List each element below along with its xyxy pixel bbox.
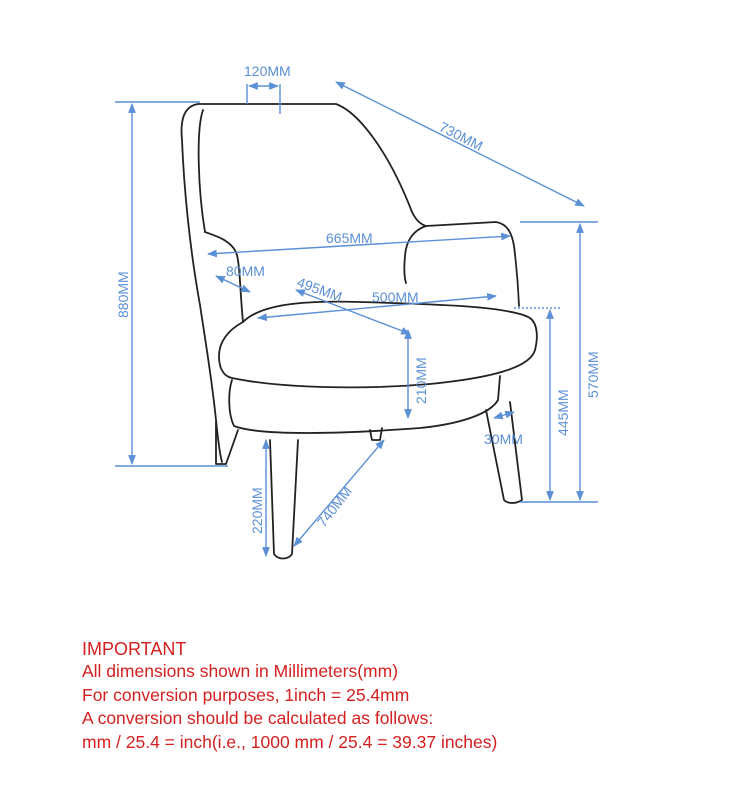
dimension-lines <box>115 82 598 556</box>
important-notice <box>82 638 722 754</box>
label-overall-depth: 730MM <box>436 118 486 154</box>
back-right-leg <box>486 402 522 503</box>
right-armrest <box>404 222 519 306</box>
chair-outline <box>182 104 537 559</box>
notice-line-conversion-factor: For conversion purposes, 1inch = 25.4mm <box>82 684 410 705</box>
notice-heading: IMPORTANT <box>82 639 187 659</box>
backrest-inner-edge <box>199 110 205 232</box>
label-seat-depth: 495MM <box>294 273 345 305</box>
label-seat-width: 500MM <box>372 289 419 305</box>
label-leg-height: 220MM <box>249 487 265 534</box>
label-arm-width: 80MM <box>226 263 265 279</box>
label-overall-height: 880MM <box>115 271 131 318</box>
label-overall-width: 665MM <box>326 230 373 246</box>
front-right-leg <box>270 440 298 559</box>
seat-cushion <box>219 302 537 388</box>
label-back-width: 120MM <box>244 63 291 79</box>
notice-line-calculation: A conversion should be calculated as follows: <box>82 708 434 728</box>
dimension-labels <box>115 63 601 534</box>
label-leg-spread: 740MM <box>313 483 356 530</box>
label-seat-height: 445MM <box>555 389 571 436</box>
notice-line-formula: mm / 25.4 = inch(i.e., 1000 mm / 25.4 = 39.37 inches) <box>82 731 498 752</box>
label-leg-thickness: 30MM <box>484 431 523 447</box>
label-arm-height: 570MM <box>585 351 601 398</box>
label-seat-thickness: 210MM <box>413 357 429 404</box>
notice-line-units: All dimensions shown in Millimeters(mm) <box>82 661 399 681</box>
